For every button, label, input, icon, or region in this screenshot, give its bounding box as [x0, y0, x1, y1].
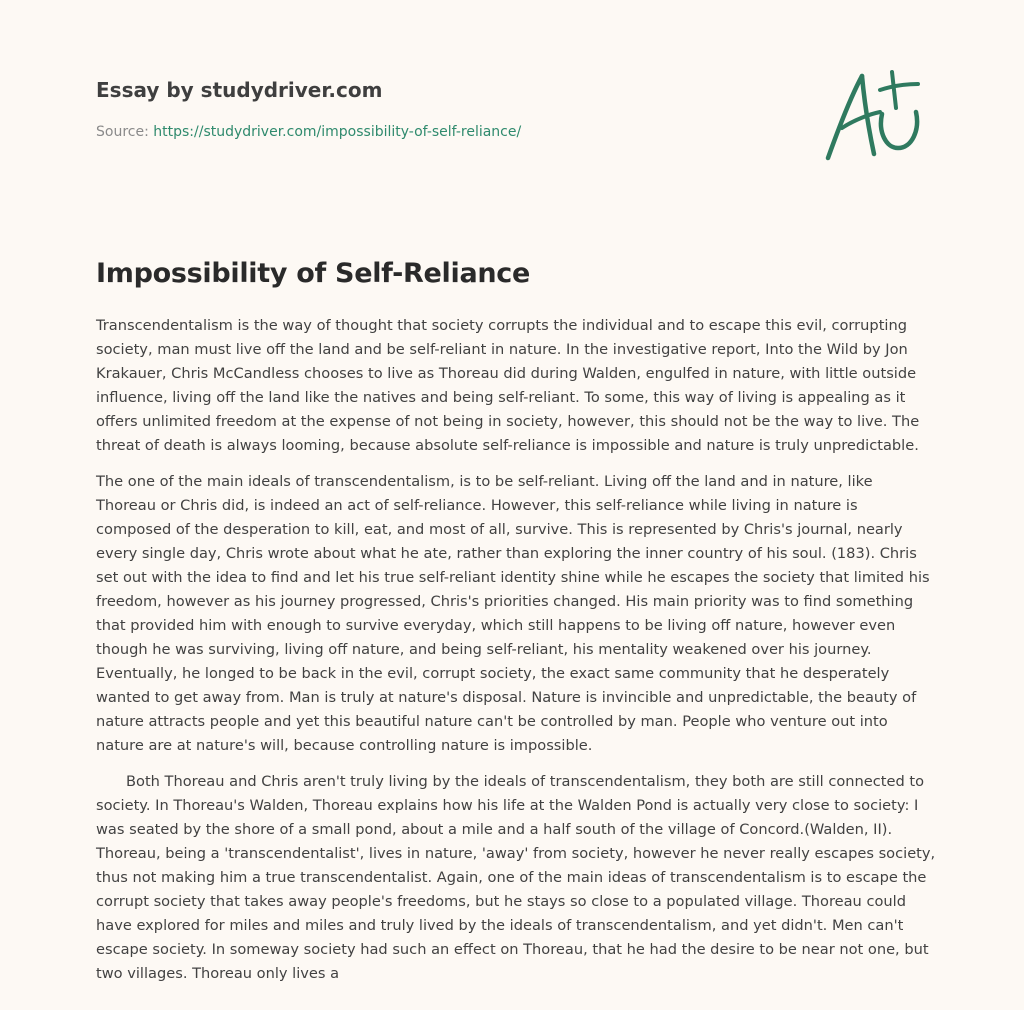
essay-paragraph: The one of the main ideals of transcendentalism, is to be self-reliant. Living off the land and in nature, like Thoreau or Chris did, is indeed an act of self-reliance. However, this self-reliance while living in nature is composed of the desperation to kill, eat, and most of all, survive. This is represented by Chris's journal, nearly every single day, Chris wrote about what he ate, rather than exploring the inner country of his soul. (183). Chris set out with the idea to find and let his true self-reliant identity shine while he escapes the society that limited his freedom, however as his journey progressed, Chris's priorities changed. His main priority was to find something that provided him with enough to survive everyday, which still happens to be living off nature, however even though he was surviving, living off nature, and being self-reliant, his mentality weakened over his journey. Eventually, he longed to be back in the evil, corrupt society, the exact same community that he desperately wanted to get away from. Man is truly at nature's disposal. Nature is invincible and unpredictable, the beauty of nature attracts people and yet this beautiful nature can't be controlled by man. People who venture out into nature are at nature's will, because controlling nature is impossible.: [96, 473, 930, 754]
source-link[interactable]: https://studydriver.com/impossibility-of-self-reliance/: [153, 124, 522, 140]
essay-body: [96, 314, 936, 998]
site-title: Essay by studydriver.com: [96, 78, 383, 102]
essay-title: Impossibility of Self-Reliance: [96, 258, 531, 289]
page-header: [96, 76, 796, 141]
source-label: Source:: [96, 124, 149, 140]
essay-paragraph: Transcendentalism is the way of thought that society corrupts the individual and to escape this evil, corrupting society, man must live off the land and be self-reliant in nature. In the investigative report, Into the Wild by Jon Krakauer, Chris McCandless chooses to live as Thoreau did during Walden, engulfed in nature, with little outside influence, living off the land like the natives and being self-reliant. To some, this way of living is appealing as it offers unlimited freedom at the expense of not being in society, however, this should not be the way to live. The threat of death is always looming, because absolute self-reliance is impossible and nature is truly unpredictable.: [96, 317, 920, 454]
source-line: [96, 123, 796, 141]
a-plus-logo-icon: [822, 68, 926, 164]
essay-paragraph: Both Thoreau and Chris aren't truly living by the ideals of transcendentalism, they both are still connected to society. In Thoreau's Walden, Thoreau explains how his life at the Walden Pond is actually very close to society: I was seated by the shore of a small pond, about a mile and a half south of the village of Concord.(Walden, II). Thoreau, being a 'transcendentalist', lives in nature, 'away' from society, however he never really escapes society, thus not making him a true transcendentalist. Again, one of the main ideas of transcendentalism is to escape the corrupt society that takes away people's freedoms, but he stays so close to a populated village. Thoreau could have explored for miles and miles and truly lived by the ideals of transcendentalism, and yet didn't. Men can't escape society. In someway society had such an effect on Thoreau, that he had the desire to be near not one, but two villages. Thoreau only lives a: [96, 773, 936, 982]
